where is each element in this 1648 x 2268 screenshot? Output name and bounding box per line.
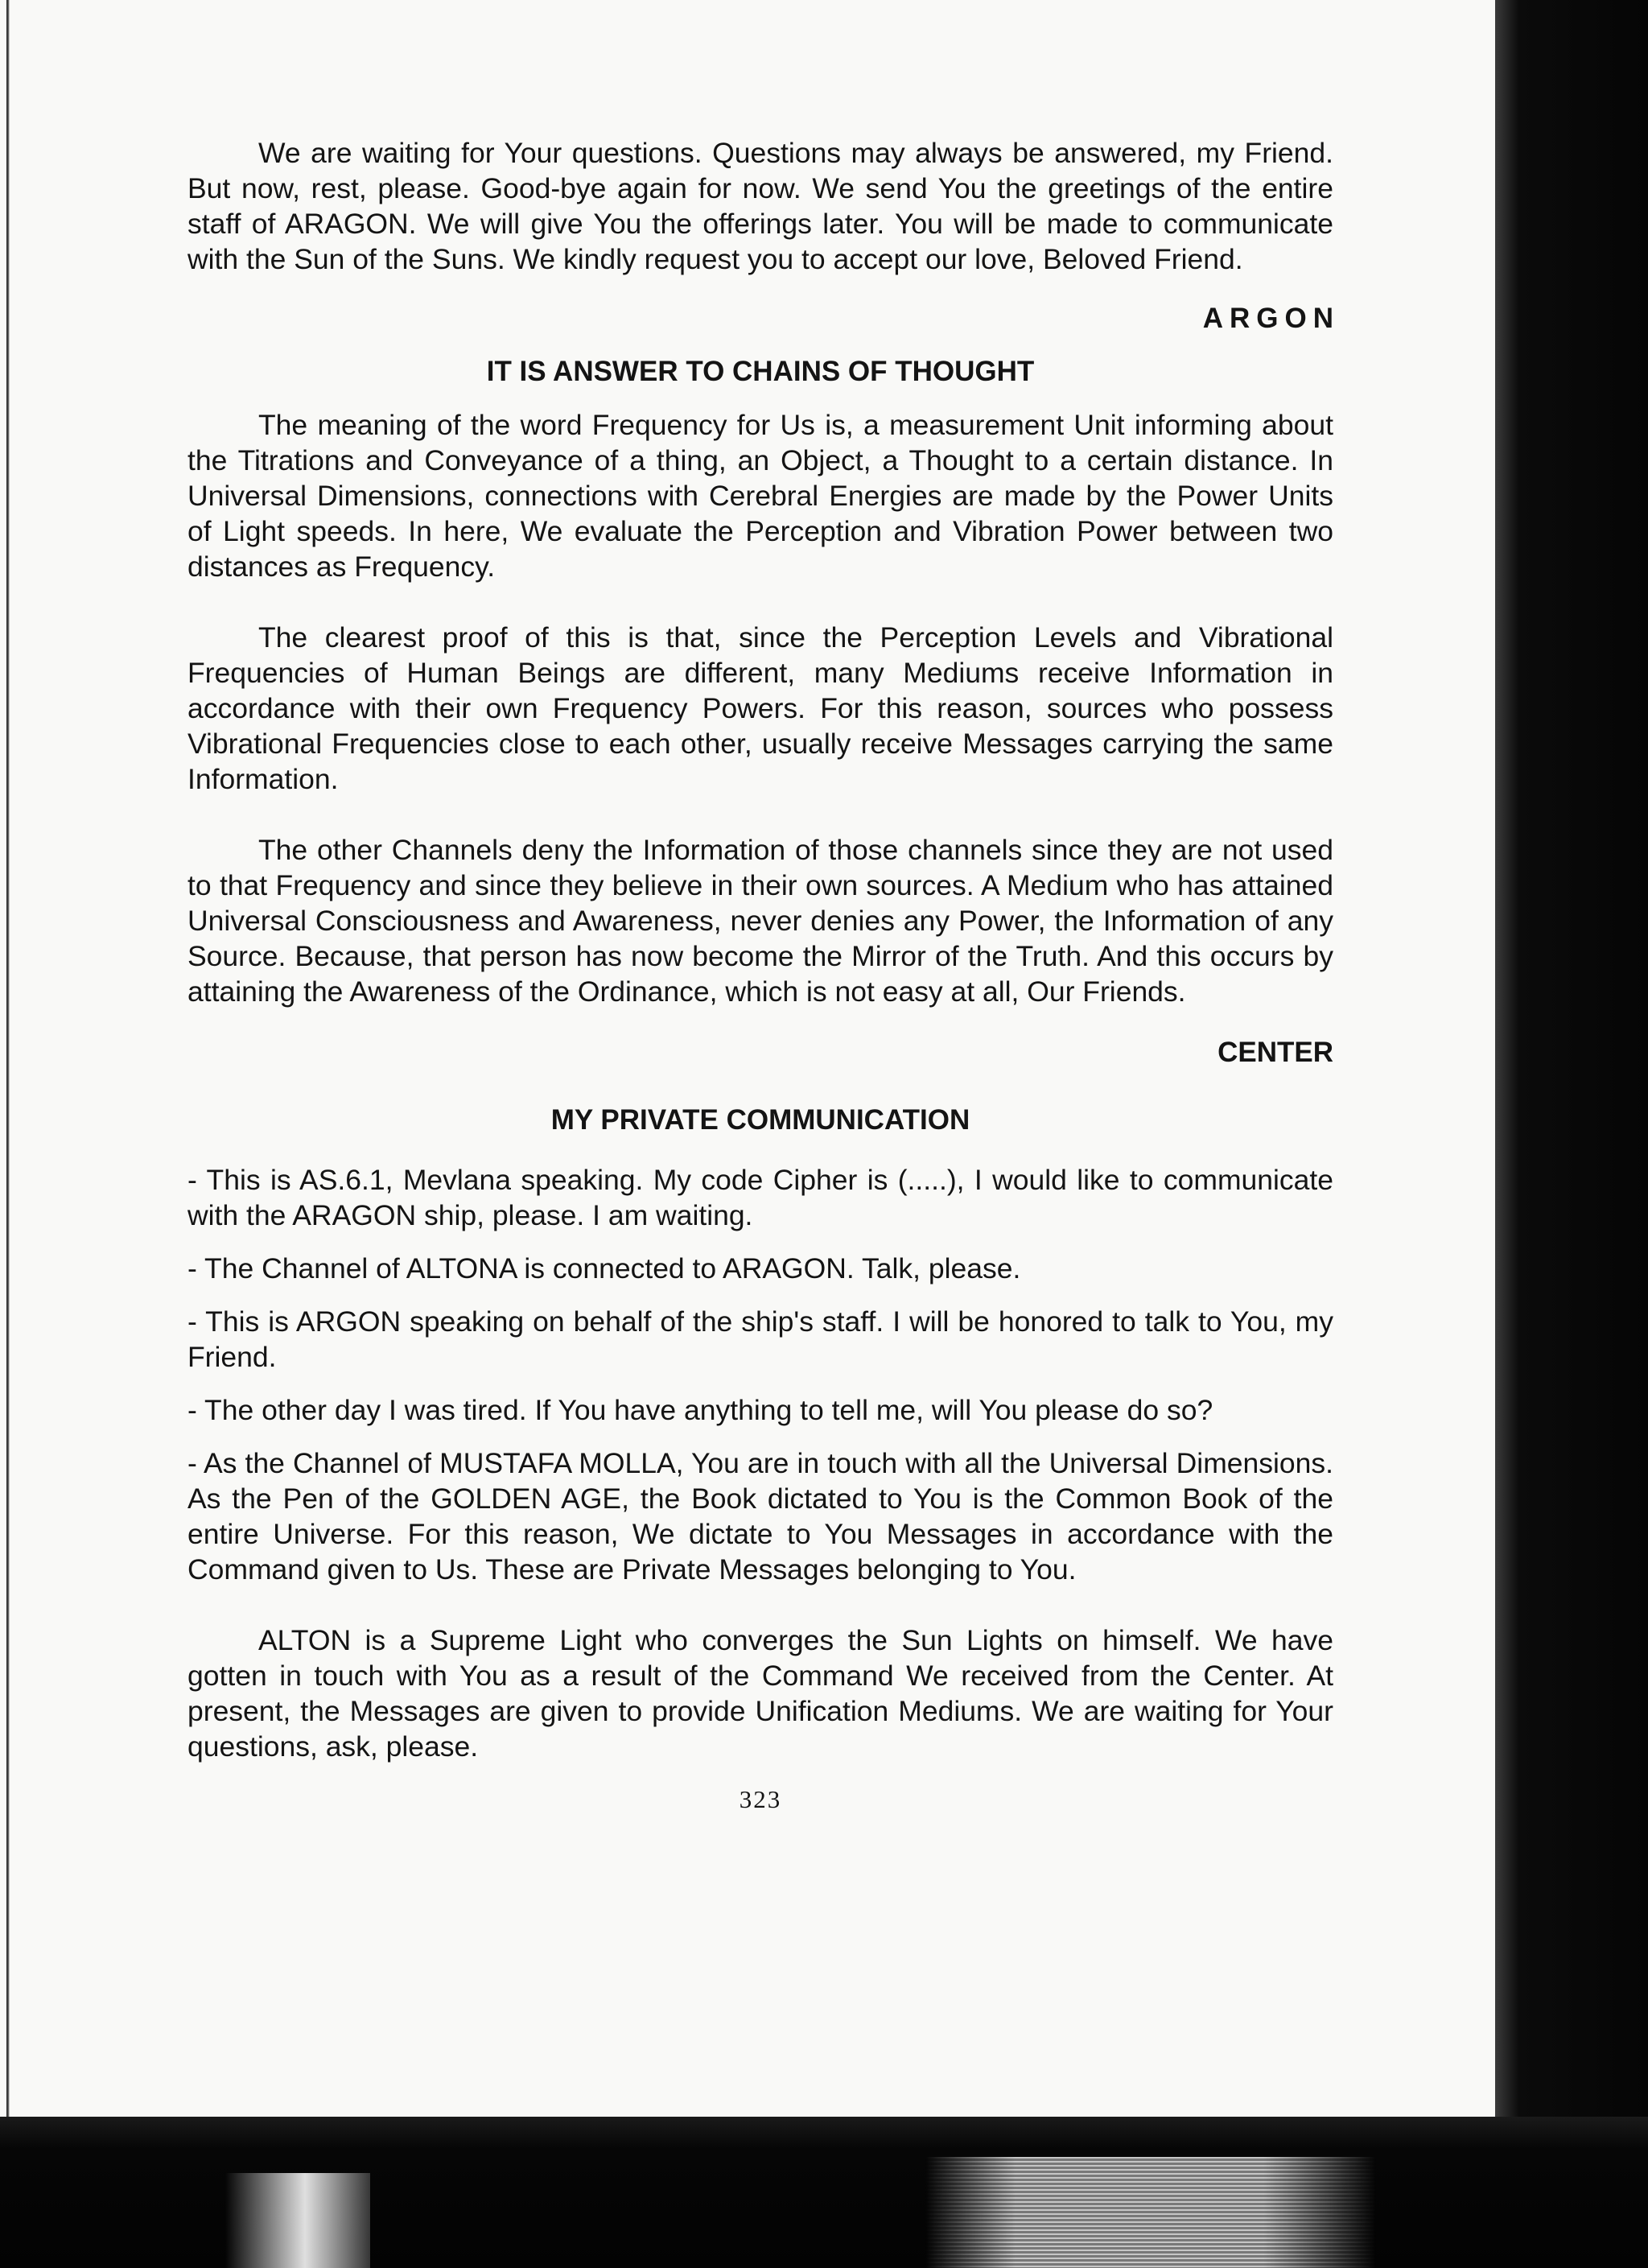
section-heading-chains-of-thought: IT IS ANSWER TO CHAINS OF THOUGHT [486, 356, 1035, 387]
dialogue-line: - The other day I was tired. If You have anything to tell me, will You please do so? [187, 1394, 1213, 1426]
right-scan-shadow [1495, 0, 1648, 2268]
dialogue-line: - As the Channel of MUSTAFA MOLLA, You are in touch with all the Universal Dimensions. As the Pen of the GOLDEN AGE, the Book dictated to You is the Common Book of the entire Universe. For this reason, We dictate to You Messages in accordance with the Command given to Us. These are Private Messages belonging to You. [187, 1447, 1333, 1586]
body-paragraph: The other Channels deny the Information of those channels since they are not used to that Frequency and since they believe in their own sources. A Medium who has attained Universal Consciousness and Awareness, never denies any Power, the Information of any Source. Because, that person has now become the Mirror of the Truth. And this occurs by attaining the Awareness of the Ordinance, which is not easy at all, Our Friends. [187, 834, 1333, 1008]
intro-paragraph: We are waiting for Your questions. Questions may always be answered, my Friend. But now, rest, please. Good-bye again for now. We send You the greetings of the entire staff of ARAGON. We will give You the offerings later. You will be made to communicate with the Sun of the Suns. We kindly request you to accept our love, Beloved Friend. [187, 137, 1333, 275]
bottom-glare-left [225, 2173, 370, 2268]
dialogue-line: - This is AS.6.1, Mevlana speaking. My code Cipher is (.....), I would like to communicate with the ARAGON ship, please. I am waiting. [187, 1164, 1333, 1231]
bottom-glare-right [925, 2157, 1376, 2268]
section-heading-private-communication: MY PRIVATE COMMUNICATION [550, 1104, 970, 1136]
page-text-column [187, 135, 1340, 1816]
body-paragraph: The clearest proof of this is that, since the Perception Levels and Vibrational Frequencies of Human Beings are different, many Mediums receive Information in accordance with their own Frequency Powers. For this reason, sources who possess Vibrational Frequencies close to each other, usually receive Messages carrying the same Information. [187, 621, 1333, 795]
dialogue-line: - This is ARGON speaking on behalf of the ship's staff. I will be honored to talk to You, my Friend. [187, 1305, 1333, 1373]
signature-argon: ARGON [1202, 303, 1340, 334]
dialogue-line: - The Channel of ALTONA is connected to ARAGON. Talk, please. [187, 1252, 1021, 1285]
closing-paragraph: ALTON is a Supreme Light who converges the Sun Lights on himself. We have gotten in touch with You as a result of the Command We received from the Center. At present, the Messages are given to provide Unification Mediums. We are waiting for Your questions, ask, please. [187, 1624, 1333, 1763]
body-paragraph: The meaning of the word Frequency for Us is, a measurement Unit informing about the Titrations and Conveyance of a thing, an Object, a Thought to a certain distance. In Universal Dimensions, connections with Cerebral Energies are made by the Power Units of Light speeds. In here, We evaluate the Perception and Vibration Power between two distances as Frequency. [187, 409, 1333, 583]
left-page-edge [6, 0, 10, 2117]
signature-center: CENTER [1217, 1037, 1333, 1068]
page-number: 323 [739, 1785, 782, 1813]
